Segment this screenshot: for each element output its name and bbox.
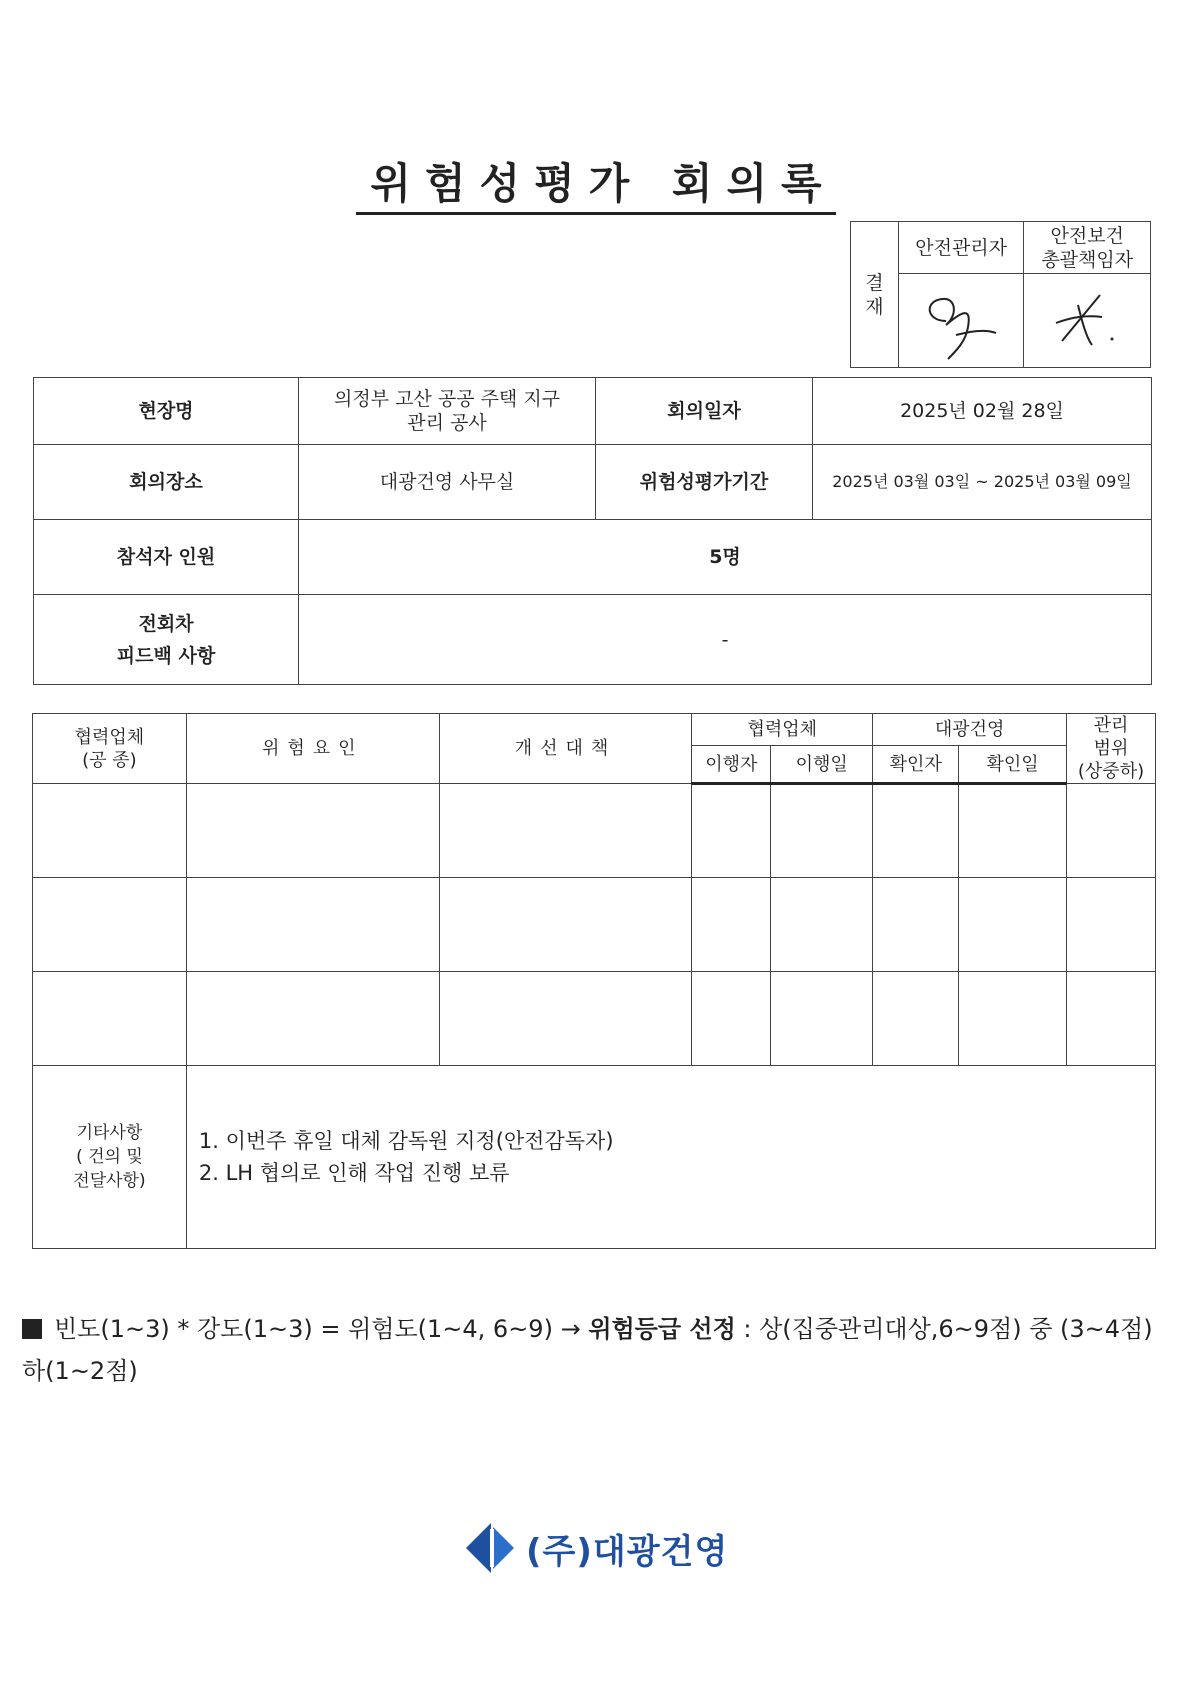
table-row — [33, 784, 1156, 878]
cell — [33, 784, 187, 878]
company-logo-icon — [466, 1523, 516, 1573]
misc-notes — [186, 1066, 1155, 1249]
assessment-period-value: 2025년 03월 03일 ~ 2025년 03월 09일 — [813, 445, 1152, 520]
cell — [873, 878, 959, 972]
col-risk-factor-header: 위험요인 — [186, 714, 439, 784]
document-title: 위험성평가 회의록 — [356, 158, 835, 215]
cell — [692, 784, 771, 878]
table-row — [33, 878, 1156, 972]
feedback-label: 전회차 피드백 사항 — [34, 595, 299, 685]
approval-col-safety-manager: 안전관리자 — [898, 222, 1024, 274]
approval-col-general-manager: 안전보건 총괄책임자 — [1024, 222, 1151, 274]
approval-side-label: 결 재 — [851, 222, 899, 368]
table-row — [33, 972, 1156, 1066]
misc-note-2: 2. LH 협의로 인해 작업 진행 보류 — [198, 1161, 510, 1185]
cell — [1067, 784, 1156, 878]
meeting-info-table — [33, 377, 1152, 685]
approval-box — [850, 221, 1151, 368]
assessment-period-label: 위험성평가기간 — [596, 445, 813, 520]
meeting-place-label: 회의장소 — [34, 445, 299, 520]
group-partner-header: 협력업체 — [692, 714, 873, 746]
document-title-wrap — [0, 158, 1192, 215]
attendees-value: 5명 — [299, 520, 1152, 595]
signature-mark-1 — [916, 281, 1006, 361]
meeting-place-value: 대광건영 사무실 — [299, 445, 596, 520]
misc-label: 기타사항 ( 건의 및 전달사항) — [33, 1066, 187, 1249]
bullet-square-icon — [22, 1319, 42, 1339]
col-scope-header: 관리 범위 (상중하) — [1067, 714, 1156, 784]
sub-do-date-header: 이행일 — [771, 746, 873, 784]
site-name-label: 현장명 — [34, 378, 299, 445]
risk-assessment-table — [32, 713, 1156, 1249]
col-improvement-header: 개선대책 — [439, 714, 692, 784]
cell — [439, 878, 692, 972]
meeting-date-label: 회의일자 — [596, 378, 813, 445]
cell — [873, 972, 959, 1066]
cell — [692, 878, 771, 972]
cell — [439, 784, 692, 878]
group-company-header: 대광건영 — [873, 714, 1067, 746]
sub-check-date-header: 확인일 — [959, 746, 1067, 784]
company-logo-text: (주)대광건영 — [526, 1531, 729, 1572]
attendees-label: 참석자 인원 — [34, 520, 299, 595]
cell — [959, 784, 1067, 878]
cell — [33, 878, 187, 972]
cell — [692, 972, 771, 1066]
cell — [186, 972, 439, 1066]
cell — [959, 878, 1067, 972]
cell — [771, 972, 873, 1066]
sub-checker-header: 확인자 — [873, 746, 959, 784]
cell — [186, 878, 439, 972]
cell — [771, 878, 873, 972]
formula-bold: 위험등급 선정 — [588, 1315, 736, 1343]
cell — [33, 972, 187, 1066]
col-partner-header: 협력업체 (공 종) — [33, 714, 187, 784]
cell — [186, 784, 439, 878]
cell — [959, 972, 1067, 1066]
formula-part-2: : 상(집중관리대상,6~9점) 중 (3~4점) 하(1~2점) — [22, 1315, 1153, 1385]
company-logo — [466, 1520, 728, 1576]
site-name-value: 의정부 고산 공공 주택 지구 관리 공사 — [299, 378, 596, 445]
cell — [771, 784, 873, 878]
cell — [439, 972, 692, 1066]
sub-doer-header: 이행자 — [692, 746, 771, 784]
formula-part-1: 빈도(1~3) * 강도(1~3) = 위험도(1~4, 6~9) → — [54, 1315, 589, 1343]
cell — [873, 784, 959, 878]
signature-mark-2 — [1042, 281, 1132, 361]
misc-note-1: 1. 이번주 휴일 대체 감독원 지정(안전감독자) — [198, 1129, 614, 1153]
cell — [1067, 878, 1156, 972]
signature-general-manager — [1024, 274, 1151, 368]
risk-formula — [22, 1308, 1162, 1392]
cell — [1067, 972, 1156, 1066]
signature-safety-manager — [898, 274, 1024, 368]
meeting-date-value: 2025년 02월 28일 — [813, 378, 1152, 445]
feedback-value: - — [299, 595, 1152, 685]
